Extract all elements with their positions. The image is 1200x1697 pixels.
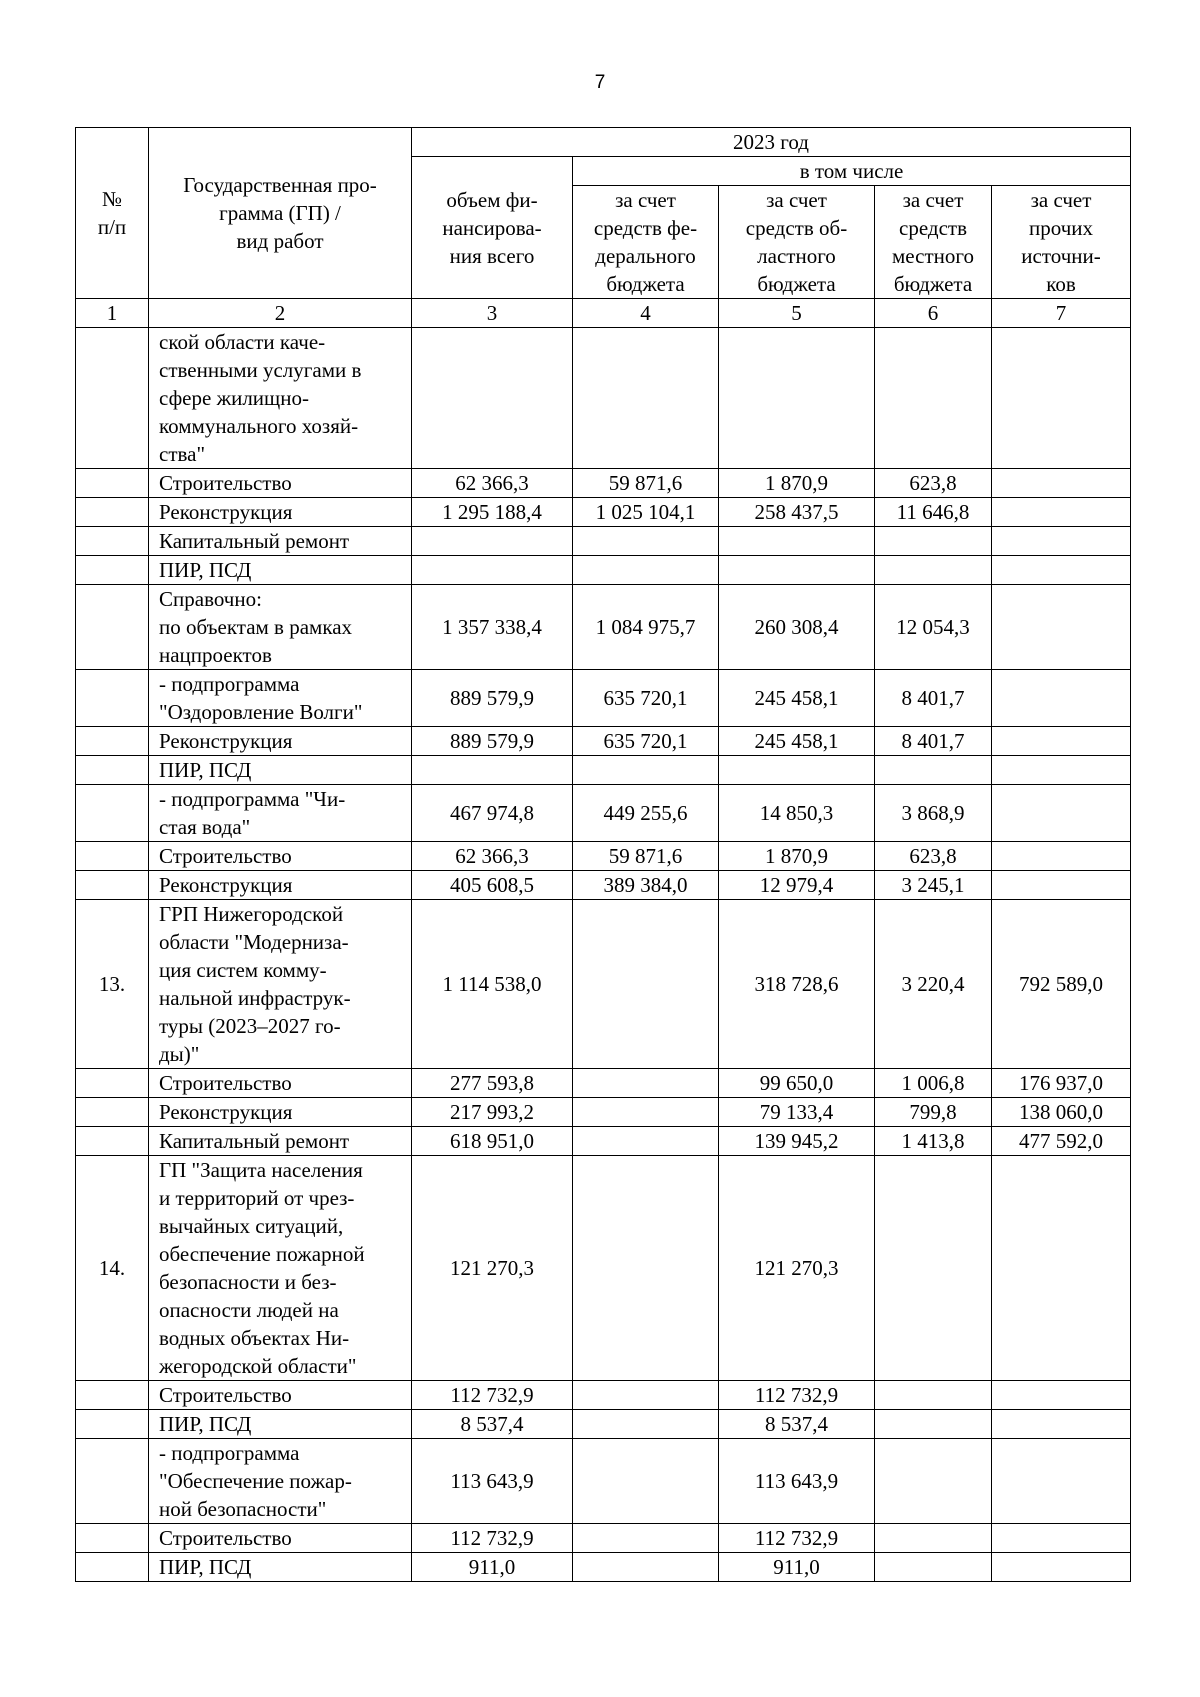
other-sources-cell: 792 589,0 <box>992 900 1131 1069</box>
table-row <box>76 900 1131 1069</box>
row-number-cell <box>76 727 149 756</box>
local-budget-cell: 8 401,7 <box>875 670 992 727</box>
table-row <box>76 727 1131 756</box>
local-budget-cell <box>875 1524 992 1553</box>
local-budget-cell: 623,8 <box>875 469 992 498</box>
header-program-name: Государственная про- грамма (ГП) / вид работ <box>149 128 412 299</box>
regional-budget-cell <box>719 527 875 556</box>
local-budget-cell: 12 054,3 <box>875 585 992 670</box>
local-budget-cell <box>875 1156 992 1381</box>
header-row-number: № п/п <box>76 128 149 299</box>
federal-budget-cell <box>573 1410 719 1439</box>
local-budget-cell: 8 401,7 <box>875 727 992 756</box>
regional-budget-cell: 318 728,6 <box>719 900 875 1069</box>
local-budget-cell: 3 868,9 <box>875 785 992 842</box>
table-row <box>76 556 1131 585</box>
program-name-cell: ПИР, ПСД <box>149 1410 412 1439</box>
table-row <box>76 498 1131 527</box>
header-year: 2023 год <box>412 128 1131 157</box>
local-budget-cell <box>875 1553 992 1582</box>
header-federal-budget: за счет средств фе- дерального бюджета <box>573 186 719 299</box>
row-number-cell <box>76 785 149 842</box>
program-name-cell: ской области каче- ственными услугами в сфере жилищно- коммунального хозяй- ства" <box>149 328 412 469</box>
program-name-cell: ГРП Нижегородской области "Модерниза- ция систем комму- нальной инфраструк- туры (2023–2027 го- ды)" <box>149 900 412 1069</box>
other-sources-cell <box>992 1439 1131 1524</box>
row-number-cell <box>76 1410 149 1439</box>
table-row <box>76 785 1131 842</box>
row-number-cell <box>76 1098 149 1127</box>
regional-budget-cell: 1 870,9 <box>719 842 875 871</box>
program-name-cell: ПИР, ПСД <box>149 756 412 785</box>
table-row <box>76 1410 1131 1439</box>
column-number: 4 <box>573 299 719 328</box>
total-financing-cell: 889 579,9 <box>412 670 573 727</box>
total-financing-cell: 8 537,4 <box>412 1410 573 1439</box>
total-financing-cell: 112 732,9 <box>412 1524 573 1553</box>
program-name-cell: ГП "Защита населения и территорий от чрез- вычайных ситуаций, обеспечение пожарной безопасности и без- опасности людей на водных объектах Ни- жегородской области" <box>149 1156 412 1381</box>
other-sources-cell <box>992 1410 1131 1439</box>
regional-budget-cell <box>719 756 875 785</box>
program-name-cell: Строительство <box>149 842 412 871</box>
federal-budget-cell <box>573 328 719 469</box>
other-sources-cell <box>992 1524 1131 1553</box>
federal-budget-cell: 1 025 104,1 <box>573 498 719 527</box>
regional-budget-cell: 99 650,0 <box>719 1069 875 1098</box>
column-number: 2 <box>149 299 412 328</box>
total-financing-cell: 277 593,8 <box>412 1069 573 1098</box>
table-row <box>76 1439 1131 1524</box>
other-sources-cell <box>992 871 1131 900</box>
row-number-cell <box>76 1127 149 1156</box>
regional-budget-cell <box>719 328 875 469</box>
other-sources-cell <box>992 328 1131 469</box>
regional-budget-cell: 12 979,4 <box>719 871 875 900</box>
federal-budget-cell <box>573 556 719 585</box>
regional-budget-cell: 245 458,1 <box>719 670 875 727</box>
row-number-cell <box>76 527 149 556</box>
total-financing-cell: 217 993,2 <box>412 1098 573 1127</box>
row-number-cell <box>76 756 149 785</box>
row-number-cell <box>76 1069 149 1098</box>
header-including: в том числе <box>573 157 1131 186</box>
row-number-cell <box>76 1439 149 1524</box>
regional-budget-cell: 14 850,3 <box>719 785 875 842</box>
table-row <box>76 527 1131 556</box>
other-sources-cell <box>992 1553 1131 1582</box>
other-sources-cell <box>992 498 1131 527</box>
regional-budget-cell: 911,0 <box>719 1553 875 1582</box>
total-financing-cell: 1 357 338,4 <box>412 585 573 670</box>
row-number-cell <box>76 1524 149 1553</box>
local-budget-cell: 1 006,8 <box>875 1069 992 1098</box>
other-sources-cell <box>992 727 1131 756</box>
table-row <box>76 1156 1131 1381</box>
federal-budget-cell <box>573 900 719 1069</box>
regional-budget-cell: 8 537,4 <box>719 1410 875 1439</box>
federal-budget-cell: 635 720,1 <box>573 670 719 727</box>
other-sources-cell <box>992 842 1131 871</box>
header-local-budget: за счет средств местного бюджета <box>875 186 992 299</box>
row-number-cell <box>76 1553 149 1582</box>
federal-budget-cell <box>573 1069 719 1098</box>
total-financing-cell: 405 608,5 <box>412 871 573 900</box>
total-financing-cell: 911,0 <box>412 1553 573 1582</box>
row-number-cell <box>76 498 149 527</box>
other-sources-cell <box>992 670 1131 727</box>
table-row <box>76 1524 1131 1553</box>
other-sources-cell <box>992 785 1131 842</box>
program-name-cell: - подпрограмма "Обеспечение пожар- ной безопасности" <box>149 1439 412 1524</box>
table-row <box>76 1127 1131 1156</box>
program-name-cell: Реконструкция <box>149 1098 412 1127</box>
local-budget-cell: 1 413,8 <box>875 1127 992 1156</box>
local-budget-cell: 623,8 <box>875 842 992 871</box>
table-row <box>76 1069 1131 1098</box>
table-body <box>76 328 1131 1582</box>
federal-budget-cell: 389 384,0 <box>573 871 719 900</box>
other-sources-cell <box>992 469 1131 498</box>
program-name-cell: - подпрограмма "Чи- стая вода" <box>149 785 412 842</box>
federal-budget-cell: 59 871,6 <box>573 842 719 871</box>
budget-table <box>75 127 1131 1582</box>
header-regional-budget: за счет средств об- ластного бюджета <box>719 186 875 299</box>
program-name-cell: Строительство <box>149 1069 412 1098</box>
regional-budget-cell: 112 732,9 <box>719 1524 875 1553</box>
column-number: 3 <box>412 299 573 328</box>
program-name-cell: Реконструкция <box>149 498 412 527</box>
total-financing-cell: 62 366,3 <box>412 469 573 498</box>
regional-budget-cell: 139 945,2 <box>719 1127 875 1156</box>
total-financing-cell <box>412 556 573 585</box>
local-budget-cell: 3 245,1 <box>875 871 992 900</box>
other-sources-cell <box>992 756 1131 785</box>
total-financing-cell: 1 295 188,4 <box>412 498 573 527</box>
total-financing-cell <box>412 328 573 469</box>
row-number-cell <box>76 469 149 498</box>
program-name-cell: Строительство <box>149 1524 412 1553</box>
program-name-cell: Реконструкция <box>149 727 412 756</box>
header-other-sources: за счет прочих источни- ков <box>992 186 1131 299</box>
local-budget-cell: 799,8 <box>875 1098 992 1127</box>
federal-budget-cell <box>573 1381 719 1410</box>
regional-budget-cell: 121 270,3 <box>719 1156 875 1381</box>
row-number-cell <box>76 328 149 469</box>
total-financing-cell: 112 732,9 <box>412 1381 573 1410</box>
local-budget-cell: 11 646,8 <box>875 498 992 527</box>
total-financing-cell <box>412 527 573 556</box>
federal-budget-cell <box>573 1156 719 1381</box>
total-financing-cell: 113 643,9 <box>412 1439 573 1524</box>
local-budget-cell <box>875 1381 992 1410</box>
total-financing-cell: 889 579,9 <box>412 727 573 756</box>
column-number: 6 <box>875 299 992 328</box>
column-number: 1 <box>76 299 149 328</box>
total-financing-cell <box>412 756 573 785</box>
local-budget-cell: 3 220,4 <box>875 900 992 1069</box>
federal-budget-cell <box>573 1524 719 1553</box>
federal-budget-cell <box>573 1439 719 1524</box>
row-number-cell <box>76 585 149 670</box>
federal-budget-cell: 449 255,6 <box>573 785 719 842</box>
total-financing-cell: 1 114 538,0 <box>412 900 573 1069</box>
row-number-cell <box>76 842 149 871</box>
program-name-cell: Строительство <box>149 469 412 498</box>
column-numbers-row <box>76 299 1131 328</box>
column-number: 5 <box>719 299 875 328</box>
other-sources-cell: 477 592,0 <box>992 1127 1131 1156</box>
total-financing-cell: 62 366,3 <box>412 842 573 871</box>
table-row <box>76 585 1131 670</box>
federal-budget-cell <box>573 1098 719 1127</box>
column-number: 7 <box>992 299 1131 328</box>
other-sources-cell <box>992 527 1131 556</box>
other-sources-cell <box>992 1156 1131 1381</box>
regional-budget-cell: 113 643,9 <box>719 1439 875 1524</box>
row-number-cell <box>76 556 149 585</box>
table-row <box>76 1381 1131 1410</box>
regional-budget-cell: 79 133,4 <box>719 1098 875 1127</box>
local-budget-cell <box>875 756 992 785</box>
page-number: 7 <box>594 72 606 93</box>
program-name-cell: ПИР, ПСД <box>149 1553 412 1582</box>
regional-budget-cell: 260 308,4 <box>719 585 875 670</box>
total-financing-cell: 121 270,3 <box>412 1156 573 1381</box>
local-budget-cell <box>875 328 992 469</box>
regional-budget-cell <box>719 556 875 585</box>
table-row <box>76 842 1131 871</box>
regional-budget-cell: 245 458,1 <box>719 727 875 756</box>
table-row <box>76 1553 1131 1582</box>
row-number-cell: 14. <box>76 1156 149 1381</box>
federal-budget-cell <box>573 1553 719 1582</box>
total-financing-cell: 467 974,8 <box>412 785 573 842</box>
table-row <box>76 1098 1131 1127</box>
program-name-cell: ПИР, ПСД <box>149 556 412 585</box>
local-budget-cell <box>875 1410 992 1439</box>
table-row <box>76 670 1131 727</box>
other-sources-cell <box>992 1381 1131 1410</box>
other-sources-cell <box>992 585 1131 670</box>
local-budget-cell <box>875 556 992 585</box>
local-budget-cell <box>875 527 992 556</box>
row-number-cell <box>76 871 149 900</box>
table-row <box>76 871 1131 900</box>
table-header <box>76 128 1131 328</box>
regional-budget-cell: 258 437,5 <box>719 498 875 527</box>
regional-budget-cell: 1 870,9 <box>719 469 875 498</box>
program-name-cell: Справочно: по объектам в рамках нацпроектов <box>149 585 412 670</box>
local-budget-cell <box>875 1439 992 1524</box>
federal-budget-cell: 635 720,1 <box>573 727 719 756</box>
other-sources-cell: 176 937,0 <box>992 1069 1131 1098</box>
table-row <box>76 328 1131 469</box>
federal-budget-cell <box>573 1127 719 1156</box>
total-financing-cell: 618 951,0 <box>412 1127 573 1156</box>
federal-budget-cell: 1 084 975,7 <box>573 585 719 670</box>
other-sources-cell: 138 060,0 <box>992 1098 1131 1127</box>
table-row <box>76 469 1131 498</box>
federal-budget-cell: 59 871,6 <box>573 469 719 498</box>
program-name-cell: Капитальный ремонт <box>149 527 412 556</box>
program-name-cell: - подпрограмма "Оздоровление Волги" <box>149 670 412 727</box>
header-total-financing: объем фи- нансирова- ния всего <box>412 157 573 299</box>
federal-budget-cell <box>573 527 719 556</box>
regional-budget-cell: 112 732,9 <box>719 1381 875 1410</box>
row-number-cell: 13. <box>76 900 149 1069</box>
federal-budget-cell <box>573 756 719 785</box>
other-sources-cell <box>992 556 1131 585</box>
program-name-cell: Реконструкция <box>149 871 412 900</box>
row-number-cell <box>76 1381 149 1410</box>
table-row <box>76 756 1131 785</box>
program-name-cell: Строительство <box>149 1381 412 1410</box>
row-number-cell <box>76 670 149 727</box>
program-name-cell: Капитальный ремонт <box>149 1127 412 1156</box>
